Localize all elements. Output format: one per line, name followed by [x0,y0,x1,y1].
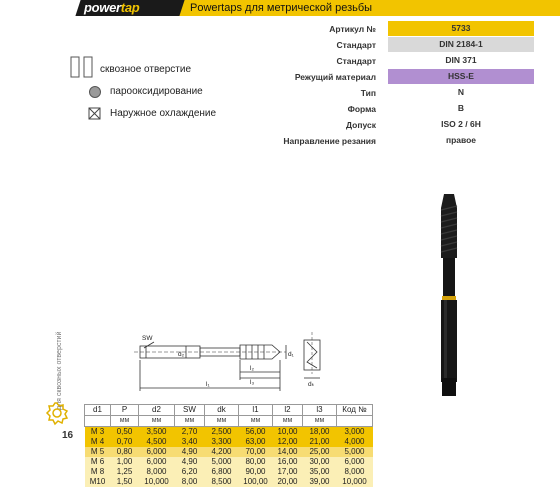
table-cell: 63,00 [239,437,273,447]
unit-cell: мм [239,416,273,427]
table-cell: 8,500 [205,477,239,487]
table-cell: 21,00 [303,437,337,447]
spec-value: ISO 2 / 6H [388,117,534,132]
column-header: l1 [239,405,273,416]
spec-value: B [388,101,534,116]
spec-value: N [388,85,534,100]
table-row [85,427,373,438]
table-cell: 16,00 [273,457,303,467]
table-cell: 3,40 [175,437,205,447]
column-header: Код № [337,405,373,416]
spec-value: DIN 2184-1 [388,37,534,52]
spec-value: HSS-E [388,69,534,84]
spec-label: Режущий материал [294,72,376,82]
table-cell: M 8 [85,467,111,477]
table-cell: 8,00 [175,477,205,487]
table-cell: 8,000 [337,467,373,477]
table-row [85,477,373,487]
table-cell: M 6 [85,457,111,467]
steam-oxide-icon [88,85,102,99]
table-cell: 2,70 [175,427,205,438]
column-header: d2 [139,405,175,416]
label-l2: l₂ [250,365,254,372]
label-l3: l₃ [250,379,255,386]
tap-gear-icon [44,400,70,426]
column-header: dk [205,405,239,416]
table-cell: 12,00 [273,437,303,447]
table-cell: 17,00 [273,467,303,477]
label-d1: d₁ [288,351,294,358]
table-cell: 6,20 [175,467,205,477]
table-cell: 2,500 [205,427,239,438]
table-cell: 6,800 [205,467,239,477]
external-cooling-icon [88,107,102,121]
column-header: SW [175,405,205,416]
brand-tap: tap [120,0,140,15]
table-cell: 39,00 [303,477,337,487]
table-cell: 6,000 [337,457,373,467]
brand-logo [84,0,139,16]
table-cell: 5,000 [205,457,239,467]
table-cell: 3,300 [205,437,239,447]
table-cell: 3,000 [337,427,373,438]
column-header: P [111,405,139,416]
table-cell: 10,000 [139,477,175,487]
unit-cell: мм [111,416,139,427]
table-cell: 1,25 [111,467,139,477]
table-cell: 5,000 [337,447,373,457]
unit-cell: мм [303,416,337,427]
table-row [85,447,373,457]
table-cell: 4,90 [175,447,205,457]
table-row [85,467,373,477]
side-caption: для сквозных отверстий [56,331,63,410]
dimensions-table [84,404,373,487]
tap-drawing [130,330,340,400]
table-cell: 20,00 [273,477,303,487]
label-l1: l₁ [206,381,210,388]
spec-value: 5733 [388,21,534,36]
spec-label: Стандарт [336,56,376,66]
table-cell: 3,500 [139,427,175,438]
table-cell: 80,00 [239,457,273,467]
spec-label: Допуск [346,120,376,130]
unit-cell [85,416,111,427]
spec-value: правое [388,133,534,148]
unit-cell: мм [205,416,239,427]
table-cell: 70,00 [239,447,273,457]
unit-cell: мм [175,416,205,427]
spec-label: Форма [347,104,376,114]
table-cell: 30,00 [303,457,337,467]
legend-label: пароoксидирование [110,86,203,97]
spec-label: Тип [360,88,376,98]
table-cell: M 3 [85,427,111,438]
table-cell: M 4 [85,437,111,447]
table-cell: 0,80 [111,447,139,457]
table-cell: 1,00 [111,457,139,467]
tap-tool-image [424,188,474,398]
page-title: Powertaps для метрической резьбы [190,2,373,14]
table-cell: 0,70 [111,437,139,447]
table-cell: 1,50 [111,477,139,487]
table-cell: 100,00 [239,477,273,487]
table-cell: 56,00 [239,427,273,438]
table-cell: 4,000 [337,437,373,447]
table-cell: 4,500 [139,437,175,447]
table-cell: 14,00 [273,447,303,457]
spec-label: Артикул № [329,24,376,34]
table-row [85,437,373,447]
column-header: l2 [273,405,303,416]
spec-value: DIN 371 [388,53,534,68]
table-cell: 4,90 [175,457,205,467]
table-cell: 4,200 [205,447,239,457]
spec-label: Направление резания [283,136,376,146]
table-cell: 10,00 [273,427,303,438]
table-cell: 35,00 [303,467,337,477]
table-cell: 90,00 [239,467,273,477]
table-cell: 0,50 [111,427,139,438]
units-row [85,416,373,427]
label-dk: dₖ [308,381,315,388]
unit-cell: мм [139,416,175,427]
legend-label: сквозное отверстие [100,64,192,75]
unit-cell [337,416,373,427]
spec-label: Стандарт [336,40,376,50]
table-cell: 6,000 [139,447,175,457]
column-header: l3 [303,405,337,416]
brand-power: power [84,0,121,15]
table-row [85,457,373,467]
label-d2: d₂ [178,351,185,358]
table-cell: M 5 [85,447,111,457]
legend-label: Наружное охлаждение [110,108,217,119]
through-hole-icon [70,56,96,78]
table-cell: 25,00 [303,447,337,457]
table-cell: 10,000 [337,477,373,487]
label-sw: SW [142,335,153,342]
unit-cell: мм [273,416,303,427]
table-header-row [85,405,373,416]
page-number: 16 [62,430,74,441]
table-cell: 6,000 [139,457,175,467]
table-cell: 18,00 [303,427,337,438]
table-cell: 8,000 [139,467,175,477]
table-cell: M10 [85,477,111,487]
column-header: d1 [85,405,111,416]
